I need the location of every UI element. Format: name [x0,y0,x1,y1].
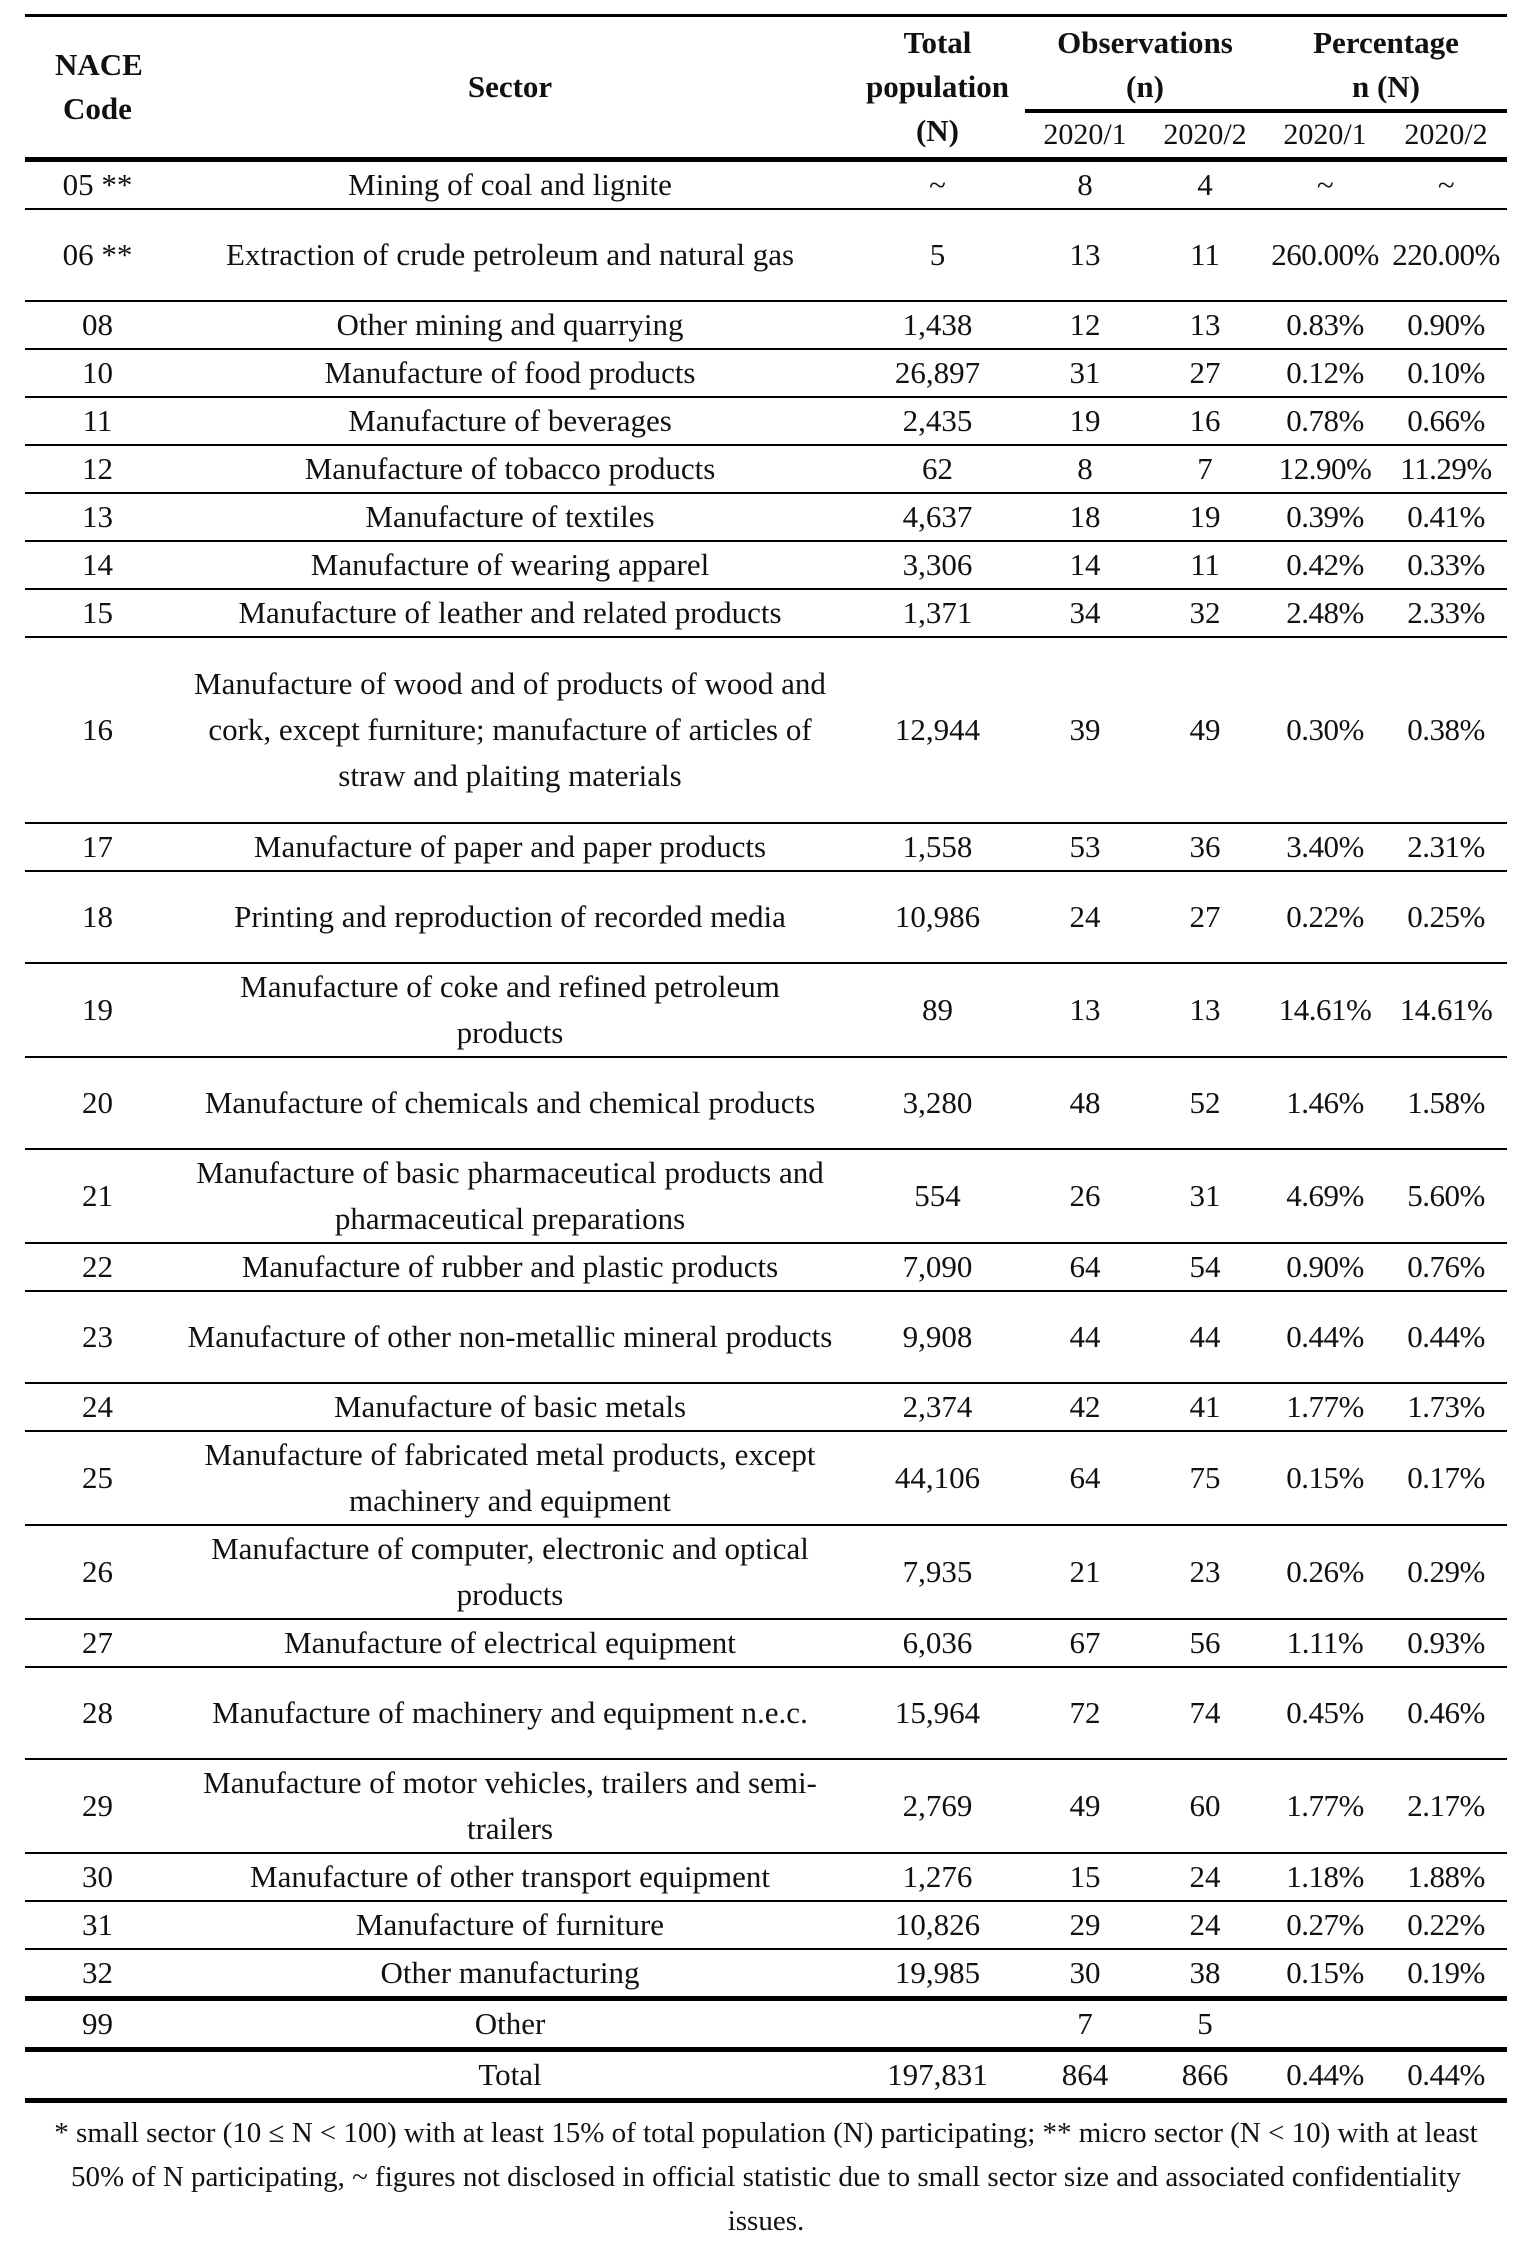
cell-pct-2020-2: 14.61% [1385,963,1507,1057]
cell-pct-2020-1: 0.83% [1265,301,1385,349]
table-row [25,1619,1507,1667]
cell-pct-2020-2: 0.44% [1385,2050,1507,2101]
cell-obs-2020-1: 29 [1025,1901,1145,1949]
cell-sector: Manufacture of other non-metallic mineral products [170,1291,850,1383]
table-row [25,209,1507,301]
cell-pct-2020-2: 0.19% [1385,1949,1507,1999]
cell-code: 08 [25,301,170,349]
cell-pct-2020-1: 1.18% [1265,1853,1385,1901]
cell-total: 7,935 [850,1525,1025,1619]
cell-pct-2020-1: 12.90% [1265,445,1385,493]
table-body [25,160,1507,2101]
cell-obs-2020-1: 18 [1025,493,1145,541]
cell-code: 17 [25,823,170,871]
cell-obs-2020-2: 11 [1145,541,1265,589]
cell-sector: Manufacture of coke and refined petroleum products [170,963,850,1057]
cell-pct-2020-1: 0.26% [1265,1525,1385,1619]
cell-pct-2020-1: 0.22% [1265,871,1385,963]
cell-obs-2020-2: 27 [1145,871,1265,963]
cell-sector: Manufacture of wearing apparel [170,541,850,589]
table-row [25,445,1507,493]
cell-code [25,2050,170,2101]
cell-total: 2,769 [850,1759,1025,1853]
cell-obs-2020-2: 32 [1145,589,1265,637]
cell-pct-2020-1: 0.45% [1265,1667,1385,1759]
cell-pct-2020-2: ~ [1385,160,1507,210]
header-pct-2020-1: 2020/1 [1265,111,1385,160]
header-observations-line1: Observations [1057,25,1233,60]
cell-sector: Manufacture of tobacco products [170,445,850,493]
cell-obs-2020-2: 24 [1145,1853,1265,1901]
cell-total: 1,558 [850,823,1025,871]
cell-obs-2020-1: 30 [1025,1949,1145,1999]
header-total-line3: (N) [915,113,960,148]
cell-total [850,1999,1025,2050]
cell-sector: Manufacture of furniture [170,1901,850,1949]
cell-sector: Other mining and quarrying [170,301,850,349]
cell-obs-2020-1: 7 [1025,1999,1145,2050]
cell-obs-2020-2: 23 [1145,1525,1265,1619]
cell-obs-2020-2: 24 [1145,1901,1265,1949]
cell-sector: Printing and reproduction of recorded media [170,871,850,963]
cell-pct-2020-1: 2.48% [1265,589,1385,637]
cell-pct-2020-2: 1.73% [1385,1383,1507,1431]
table-row [25,301,1507,349]
cell-sector: Manufacture of paper and paper products [170,823,850,871]
cell-code: 05 ** [25,160,170,210]
cell-pct-2020-2: 2.31% [1385,823,1507,871]
table-footnote: * small sector (10 ≤ N < 100) with at least 15% of total population (N) participating; ** micro sector (N < 10) with at least 50% of N participating, ~ figures not disclosed in official statistic due to small sector size and associated confidentiality issues. [54,2117,1478,2237]
cell-obs-2020-2: 31 [1145,1149,1265,1243]
cell-pct-2020-1: 260.00% [1265,209,1385,301]
cell-code: 22 [25,1243,170,1291]
cell-sector: Manufacture of leather and related products [170,589,850,637]
cell-code: 06 ** [25,209,170,301]
header-total-line1: Total [903,25,972,60]
cell-pct-2020-1: 14.61% [1265,963,1385,1057]
cell-sector: Manufacture of computer, electronic and optical products [170,1525,850,1619]
table-row [25,1243,1507,1291]
cell-pct-2020-1: ~ [1265,160,1385,210]
header-sector: Sector [170,16,850,160]
cell-code: 28 [25,1667,170,1759]
cell-sector: Manufacture of basic metals [170,1383,850,1431]
cell-obs-2020-2: 52 [1145,1057,1265,1149]
cell-total: 7,090 [850,1243,1025,1291]
table-row [25,1057,1507,1149]
cell-total: 26,897 [850,349,1025,397]
cell-obs-2020-2: 60 [1145,1759,1265,1853]
cell-total: 6,036 [850,1619,1025,1667]
cell-total: 10,826 [850,1901,1025,1949]
table-row [25,1291,1507,1383]
table-row-other [25,1999,1507,2050]
cell-obs-2020-2: 13 [1145,963,1265,1057]
cell-pct-2020-2: 0.90% [1385,301,1507,349]
cell-sector: Other [170,1999,850,2050]
cell-total: 12,944 [850,637,1025,823]
cell-obs-2020-1: 64 [1025,1431,1145,1525]
header-total-population [850,16,1025,160]
cell-code: 30 [25,1853,170,1901]
cell-obs-2020-1: 8 [1025,160,1145,210]
cell-obs-2020-1: 48 [1025,1057,1145,1149]
header-nace-code: NACE Code [25,16,170,160]
table-row [25,493,1507,541]
cell-obs-2020-2: 11 [1145,209,1265,301]
cell-code: 24 [25,1383,170,1431]
cell-code: 21 [25,1149,170,1243]
cell-obs-2020-1: 67 [1025,1619,1145,1667]
cell-pct-2020-1: 0.27% [1265,1901,1385,1949]
sector-table [25,14,1507,2103]
cell-obs-2020-2: 38 [1145,1949,1265,1999]
cell-obs-2020-2: 36 [1145,823,1265,871]
cell-total: 1,371 [850,589,1025,637]
cell-sector: Manufacture of machinery and equipment n.e.c. [170,1667,850,1759]
cell-total: 62 [850,445,1025,493]
cell-pct-2020-2 [1385,1999,1507,2050]
cell-code: 14 [25,541,170,589]
cell-code: 32 [25,1949,170,1999]
cell-code: 31 [25,1901,170,1949]
header-percentage-line1: Percentage [1313,25,1459,60]
cell-pct-2020-1: 0.30% [1265,637,1385,823]
cell-pct-2020-2: 0.10% [1385,349,1507,397]
cell-pct-2020-2: 0.76% [1385,1243,1507,1291]
cell-total: 1,276 [850,1853,1025,1901]
cell-pct-2020-1 [1265,1999,1385,2050]
cell-obs-2020-2: 49 [1145,637,1265,823]
cell-pct-2020-1: 0.39% [1265,493,1385,541]
cell-pct-2020-2: 1.58% [1385,1057,1507,1149]
table-row [25,1949,1507,1999]
table-row [25,541,1507,589]
cell-obs-2020-2: 16 [1145,397,1265,445]
cell-pct-2020-2: 220.00% [1385,209,1507,301]
cell-obs-2020-2: 5 [1145,1999,1265,2050]
cell-pct-2020-1: 0.44% [1265,2050,1385,2101]
cell-obs-2020-2: 44 [1145,1291,1265,1383]
cell-obs-2020-1: 13 [1025,963,1145,1057]
cell-pct-2020-2: 0.46% [1385,1667,1507,1759]
cell-pct-2020-2: 5.60% [1385,1149,1507,1243]
table-row [25,1149,1507,1243]
cell-code: 19 [25,963,170,1057]
cell-total: 4,637 [850,493,1025,541]
cell-obs-2020-1: 31 [1025,349,1145,397]
cell-code: 11 [25,397,170,445]
cell-obs-2020-2: 41 [1145,1383,1265,1431]
cell-code: 23 [25,1291,170,1383]
cell-pct-2020-2: 0.44% [1385,1291,1507,1383]
cell-pct-2020-2: 11.29% [1385,445,1507,493]
table-row [25,397,1507,445]
cell-obs-2020-1: 26 [1025,1149,1145,1243]
table-row [25,871,1507,963]
cell-pct-2020-1: 0.44% [1265,1291,1385,1383]
cell-pct-2020-1: 1.77% [1265,1383,1385,1431]
cell-sector: Manufacture of motor vehicles, trailers and semi-trailers [170,1759,850,1853]
cell-pct-2020-1: 0.12% [1265,349,1385,397]
table-row [25,1431,1507,1525]
cell-pct-2020-2: 0.66% [1385,397,1507,445]
table-row [25,1383,1507,1431]
cell-total: 3,280 [850,1057,1025,1149]
cell-pct-2020-2: 0.22% [1385,1901,1507,1949]
table-row [25,1525,1507,1619]
cell-pct-2020-2: 2.17% [1385,1759,1507,1853]
cell-code: 18 [25,871,170,963]
cell-pct-2020-2: 0.29% [1385,1525,1507,1619]
cell-pct-2020-1: 0.78% [1265,397,1385,445]
table-row [25,1759,1507,1853]
table-row [25,963,1507,1057]
cell-code: 13 [25,493,170,541]
cell-obs-2020-2: 75 [1145,1431,1265,1525]
table-row [25,349,1507,397]
cell-pct-2020-1: 3.40% [1265,823,1385,871]
cell-obs-2020-1: 53 [1025,823,1145,871]
cell-sector: Manufacture of chemicals and chemical products [170,1057,850,1149]
cell-obs-2020-2: 54 [1145,1243,1265,1291]
cell-total: 89 [850,963,1025,1057]
cell-sector: Manufacture of electrical equipment [170,1619,850,1667]
cell-sector: Mining of coal and lignite [170,160,850,210]
cell-obs-2020-2: 19 [1145,493,1265,541]
header-obs-2020-1: 2020/1 [1025,111,1145,160]
cell-pct-2020-2: 0.41% [1385,493,1507,541]
cell-pct-2020-1: 0.42% [1265,541,1385,589]
cell-total: 2,435 [850,397,1025,445]
table-row [25,1667,1507,1759]
cell-code: 26 [25,1525,170,1619]
cell-total: 10,986 [850,871,1025,963]
cell-total: 197,831 [850,2050,1025,2101]
cell-code: 99 [25,1999,170,2050]
cell-obs-2020-1: 15 [1025,1853,1145,1901]
cell-sector: Manufacture of food products [170,349,850,397]
cell-pct-2020-2: 1.88% [1385,1853,1507,1901]
cell-sector: Manufacture of textiles [170,493,850,541]
cell-pct-2020-1: 1.46% [1265,1057,1385,1149]
cell-obs-2020-1: 49 [1025,1759,1145,1853]
cell-obs-2020-2: 13 [1145,301,1265,349]
cell-obs-2020-2: 74 [1145,1667,1265,1759]
header-observations [1025,16,1265,112]
cell-pct-2020-2: 0.33% [1385,541,1507,589]
cell-obs-2020-1: 864 [1025,2050,1145,2101]
header-observations-line2: (n) [1126,69,1164,104]
cell-obs-2020-1: 72 [1025,1667,1145,1759]
table-row [25,589,1507,637]
table-row-total [25,2050,1507,2101]
cell-pct-2020-1: 0.90% [1265,1243,1385,1291]
cell-sector: Extraction of crude petroleum and natural gas [170,209,850,301]
cell-code: 27 [25,1619,170,1667]
cell-total: 2,374 [850,1383,1025,1431]
cell-obs-2020-1: 12 [1025,301,1145,349]
cell-obs-2020-2: 866 [1145,2050,1265,2101]
cell-total: 5 [850,209,1025,301]
cell-pct-2020-2: 0.17% [1385,1431,1507,1525]
cell-pct-2020-2: 0.93% [1385,1619,1507,1667]
cell-sector: Manufacture of rubber and plastic products [170,1243,850,1291]
cell-obs-2020-1: 24 [1025,871,1145,963]
table-container [25,14,1507,2243]
header-percentage-line2: n (N) [1351,69,1421,104]
cell-pct-2020-2: 0.38% [1385,637,1507,823]
cell-sector: Manufacture of other transport equipment [170,1853,850,1901]
cell-pct-2020-1: 0.15% [1265,1431,1385,1525]
cell-pct-2020-1: 0.15% [1265,1949,1385,1999]
cell-total: 19,985 [850,1949,1025,1999]
cell-obs-2020-1: 42 [1025,1383,1145,1431]
cell-total: 9,908 [850,1291,1025,1383]
cell-total: 44,106 [850,1431,1025,1525]
cell-obs-2020-1: 21 [1025,1525,1145,1619]
table-row [25,823,1507,871]
cell-pct-2020-1: 4.69% [1265,1149,1385,1243]
cell-code: 10 [25,349,170,397]
cell-obs-2020-1: 14 [1025,541,1145,589]
cell-code: 12 [25,445,170,493]
cell-obs-2020-2: 4 [1145,160,1265,210]
cell-total: 554 [850,1149,1025,1243]
table-row [25,637,1507,823]
header-percentage [1265,16,1507,112]
header-row [25,16,1507,112]
cell-obs-2020-1: 8 [1025,445,1145,493]
cell-obs-2020-1: 39 [1025,637,1145,823]
header-pct-2020-2: 2020/2 [1385,111,1507,160]
cell-code: 16 [25,637,170,823]
cell-sector: Manufacture of basic pharmaceutical products and pharmaceutical preparations [170,1149,850,1243]
cell-obs-2020-1: 44 [1025,1291,1145,1383]
table-row [25,1901,1507,1949]
cell-total: ~ [850,160,1025,210]
cell-obs-2020-2: 7 [1145,445,1265,493]
cell-pct-2020-1: 1.77% [1265,1759,1385,1853]
cell-obs-2020-1: 64 [1025,1243,1145,1291]
cell-obs-2020-1: 19 [1025,397,1145,445]
cell-sector: Manufacture of fabricated metal products, except machinery and equipment [170,1431,850,1525]
cell-obs-2020-2: 56 [1145,1619,1265,1667]
table-row [25,160,1507,210]
cell-code: 20 [25,1057,170,1149]
cell-obs-2020-1: 13 [1025,209,1145,301]
cell-code: 15 [25,589,170,637]
cell-sector: Manufacture of beverages [170,397,850,445]
cell-obs-2020-2: 27 [1145,349,1265,397]
cell-total: 3,306 [850,541,1025,589]
cell-sector: Total [170,2050,850,2101]
table-row [25,1853,1507,1901]
cell-code: 29 [25,1759,170,1853]
cell-obs-2020-1: 34 [1025,589,1145,637]
cell-total: 1,438 [850,301,1025,349]
header-obs-2020-2: 2020/2 [1145,111,1265,160]
cell-pct-2020-2: 0.25% [1385,871,1507,963]
header-total-line2: population [865,69,1009,104]
cell-pct-2020-1: 1.11% [1265,1619,1385,1667]
cell-total: 15,964 [850,1667,1025,1759]
cell-pct-2020-2: 2.33% [1385,589,1507,637]
cell-code: 25 [25,1431,170,1525]
cell-sector: Manufacture of wood and of products of wood and cork, except furniture; manufacture of articles of straw and plaiting materials [170,637,850,823]
cell-sector: Other manufacturing [170,1949,850,1999]
